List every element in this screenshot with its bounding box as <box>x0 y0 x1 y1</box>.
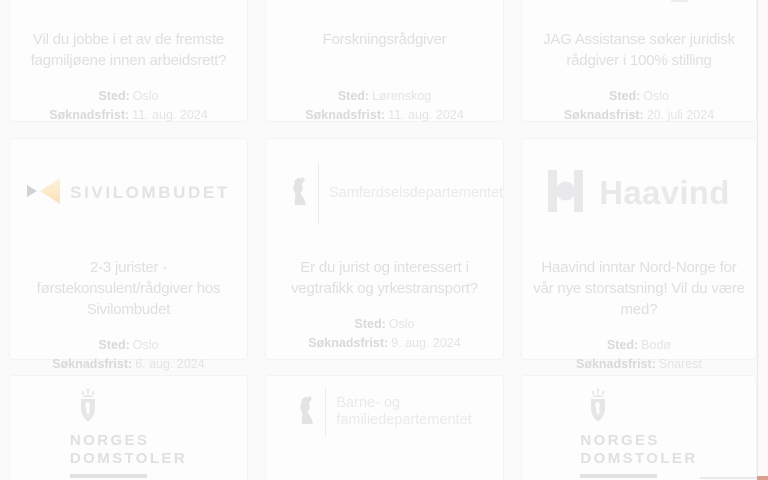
job-title: Er du jurist og interessert i vegtrafikk og yrkestransport? <box>291 259 478 297</box>
ministry-logo-line1: Barne- og <box>336 395 400 411</box>
location-value: Oslo <box>132 89 159 103</box>
location-value: Oslo <box>643 89 669 103</box>
deadline-label: Søknadsfrist: <box>305 108 386 122</box>
location-value: Oslo <box>388 317 415 331</box>
deadline-value: Snarest <box>658 357 702 371</box>
ministry-logo-text <box>336 395 471 429</box>
courts-crest-icon <box>586 388 610 429</box>
courts-crest-icon <box>76 388 100 429</box>
logo-divider <box>325 388 326 436</box>
location-label: Sted: <box>354 317 386 331</box>
deadline-value: 11. aug. 2024 <box>388 108 464 122</box>
logo-area <box>266 139 503 247</box>
job-card[interactable] <box>9 138 248 371</box>
page-right-edge-strip <box>757 0 768 480</box>
sivilombudet-logo <box>27 178 230 209</box>
deadline-value: 9. aug. 2024 <box>391 336 461 350</box>
location-label: Sted: <box>337 89 370 103</box>
deadline-line <box>266 106 503 125</box>
bottom-edge-line <box>700 477 757 479</box>
job-title: Forskningsrådgiver <box>322 31 447 48</box>
deadline-line <box>10 106 247 125</box>
haavind-logo <box>548 170 729 217</box>
logo-area <box>522 0 756 19</box>
courts-logo-line2: DOMSTOLER <box>69 450 188 467</box>
courts-logo-line2: DOMSTOLER <box>580 450 698 467</box>
job-title: Vil du jobbe i et av de fremste fagmiljøene innen arbeidsrett? <box>30 31 227 69</box>
deadline-value: 6. aug. 2024 <box>135 357 205 371</box>
location-line <box>522 336 756 355</box>
location-line <box>266 87 503 106</box>
deadline-line <box>522 106 756 125</box>
job-card[interactable] <box>521 0 757 122</box>
deadline-label: Søknadsfrist: <box>563 108 644 122</box>
location-value: Oslo <box>132 338 159 352</box>
logo-area <box>266 376 503 480</box>
job-title: JAG Assistanse søker juridisk rådgiver i 100% stilling <box>543 31 735 69</box>
logo-area <box>10 376 247 480</box>
location-label: Sted: <box>609 89 641 103</box>
ministry-logo <box>290 162 503 224</box>
job-card[interactable] <box>9 375 248 480</box>
logo-area <box>522 376 756 480</box>
sivilombudet-logo-text: SIVILOMBUDET <box>70 183 230 202</box>
job-meta <box>10 336 247 374</box>
ministry-logo-line2: familiedepartementet <box>336 412 472 428</box>
location-value: Lørenskog <box>372 89 432 103</box>
deadline-line <box>522 355 756 374</box>
courts-logo-underline <box>580 474 657 478</box>
job-card[interactable] <box>265 138 504 360</box>
bottom-right-red-dash <box>757 476 768 480</box>
job-meta <box>10 87 247 125</box>
logo-area <box>10 0 247 19</box>
haavind-h-icon <box>548 170 583 217</box>
job-card[interactable] <box>9 0 248 122</box>
deadline-label: Søknadsfrist: <box>308 336 389 350</box>
norway-lion-crest-icon <box>290 176 308 211</box>
courts-logo-line1: NORGES <box>580 432 660 449</box>
location-line <box>522 87 756 106</box>
location-line <box>266 315 503 334</box>
logo-area <box>522 139 756 247</box>
deadline-label: Søknadsfrist: <box>576 357 656 371</box>
courts-logo-line1: NORGES <box>69 432 150 449</box>
location-line <box>10 336 247 355</box>
job-card[interactable] <box>521 375 757 480</box>
job-title: Haavind inntar Nord-Norge for vår nye storsatsning! Vil du være med? <box>533 259 745 318</box>
job-meta <box>266 315 503 353</box>
deadline-label: Søknadsfrist: <box>49 108 130 122</box>
location-label: Sted: <box>606 338 639 352</box>
deadline-label: Søknadsfrist: <box>52 357 133 371</box>
location-label: Sted: <box>98 89 130 103</box>
deadline-line <box>266 334 503 353</box>
job-meta <box>522 336 756 374</box>
job-card[interactable] <box>265 375 504 480</box>
ministry-logo-text: Samferdselsdepartementet <box>329 184 503 201</box>
norges-domstoler-logo <box>70 388 187 478</box>
logo-area <box>266 0 503 19</box>
job-meta <box>266 87 503 125</box>
norges-domstoler-logo <box>580 388 697 478</box>
sivilombudet-arrows-icon <box>27 178 61 209</box>
norway-lion-crest-icon <box>297 395 315 430</box>
ministry-logo <box>297 388 471 436</box>
location-label: Sted: <box>98 338 130 352</box>
deadline-value: 20. juli 2024 <box>646 108 715 122</box>
location-value: Bodø <box>641 338 672 352</box>
courts-logo-underline <box>70 474 147 478</box>
job-meta <box>522 87 756 125</box>
logo-divider <box>318 162 319 224</box>
job-title: 2-3 jurister - førstekonsulent/rådgiver hos Sivilombudet <box>36 259 221 318</box>
job-card[interactable] <box>265 0 504 122</box>
job-card[interactable] <box>521 138 757 371</box>
cutoff-logo-remnant <box>671 0 688 2</box>
deadline-line <box>10 355 247 374</box>
location-line <box>10 87 247 106</box>
haavind-logo-text: Haavind <box>599 174 730 211</box>
logo-area <box>10 139 247 247</box>
deadline-value: 11. aug. 2024 <box>132 108 208 122</box>
